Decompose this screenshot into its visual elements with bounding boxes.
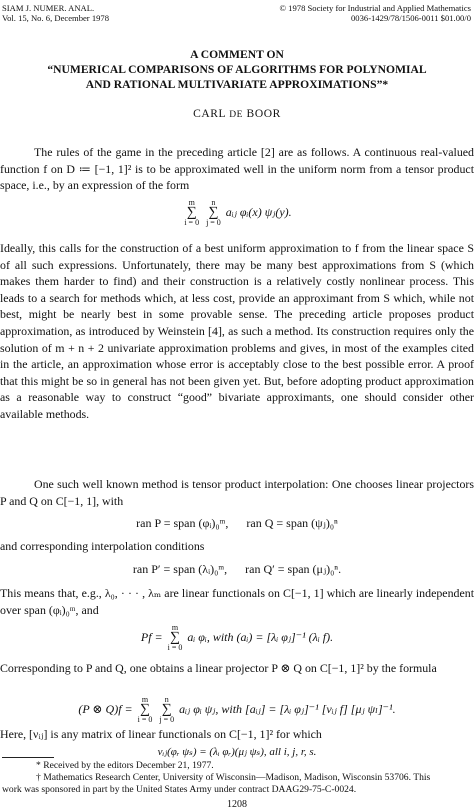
issn-line: 0036-1429/78/1506-0011 $01.00/0 [351,13,471,23]
title-line-1: A COMMENT ON [190,48,284,61]
paragraph-interp-conditions: and corresponding interpolation conditions [0,539,205,553]
journal-header-right [280,3,472,23]
paragraph-corresponding: Corresponding to P and Q, one obtains a linear projector P ⊗ Q on C[−1, 1]² by the formula [0,661,437,675]
paragraph-here: Here, [νᵢⱼ] is any matrix of linear functionals on C[−1, 1]² for which [0,727,322,741]
title-line-3: AND RATIONAL MULTIVARIATE APPROXIMATIONS”* [85,78,389,91]
journal-volume: Vol. 15, No. 6, December 1978 [2,13,110,23]
paragraph-intro: The rules of the game in the preceding article [2] are as follows. A continuous real-valued function f on D ≔ [−1, 1]² is to be approximated well in the uniform norm from a tensor product space, i.e., by an expression of the form [0,145,474,193]
journal-name: SIAM J. NUMER. ANAL. [2,3,95,13]
equation-pf: Pf = m ∑ i = 0 aᵢ φᵢ, with (aᵢ) = [λᵢ φⱼ]⁻¹ (λᵢ f). [140,623,334,652]
paragraph-ideally: Ideally, this calls for the construction of a best uniform approximation to f from the linear space S of all such expressions. Unfortunately, there may be many best approximations from S (which makes them harder to find) and their construction is a relatively costly nonlinear process. This leads to a search for methods which, at less cost, provide an approximant from S which, while not best, might be nearly best in some provable sense. The preceding article proposes product approximation, as introduced by Weinstein [4], as such a method. Its construction requires only the solution of m + n + 2 univariate approximation problems and gives, in most of the examples cited in the article, an approximation whose error is acceptably close to the best possible error. A proof that this might be so in general has not been given yet. But, before adopting product approximation as a reasonable way to construct “good” bivariate approximants, one should consider other available methods. [0,241,474,421]
footnote-affiliation: † Mathematics Research Center, University of Wisconsin—Madison, Madison, Wisconsin 53706. This [36,772,431,783]
equation-ran-p-q: ran P = span (φᵢ)₀ᵐ, ran Q = span (ψⱼ)₀ⁿ [136,516,338,530]
paragraph-this-means: This means that, e.g., λ₀, · · · , λₘ are linear functionals on C[−1, 1] which are linearly independent over span (φᵢ)₀ᵐ, and [0,586,474,617]
copyright-line: © 1978 Society for Industrial and Applied Mathematics [279,3,471,13]
footnote-received: * Received by the editors December 21, 1977. [36,760,214,771]
footnote-sponsor: work was sponsored in part by the United States Army under contract DAAG29-75-C-0024. [2,784,357,795]
journal-header-left [2,3,109,23]
paragraph-tensor-interpolation: One such well known method is tensor product interpolation: One chooses linear projectors P and Q on C[−1, 1], with [0,477,474,508]
equation-pq-f: (P ⊗ Q)f = m ∑ i = 0 n ∑ j = 0 aᵢⱼ φᵢ ψⱼ, with [aᵢⱼ] = [λᵢ φⱼ]⁻¹ [νᵢⱼ f] [μⱼ ψₗ]⁻¹. [78,695,396,724]
equation-tensor-sum: m ∑ i = 0 n ∑ j = 0 aᵢⱼ φᵢ(x) ψⱼ(y). [184,198,292,227]
equation-nu: νᵢⱼ(φᵣ ψₛ) = (λᵢ φᵣ)(μⱼ ψₛ), all i, j, r, s. [157,746,317,758]
title-line-2: “NUMERICAL COMPARISONS OF ALGORITHMS FOR POLYNOMIAL [47,63,427,76]
author-name: CARL DE BOOR [193,108,281,120]
page-number: 1208 [227,799,247,810]
footnote-rule [2,757,54,758]
equation-ran-p-q-prime: ran P′ = span (λᵢ)₀ᵐ, ran Q′ = span (μⱼ)₀ⁿ. [132,562,342,576]
